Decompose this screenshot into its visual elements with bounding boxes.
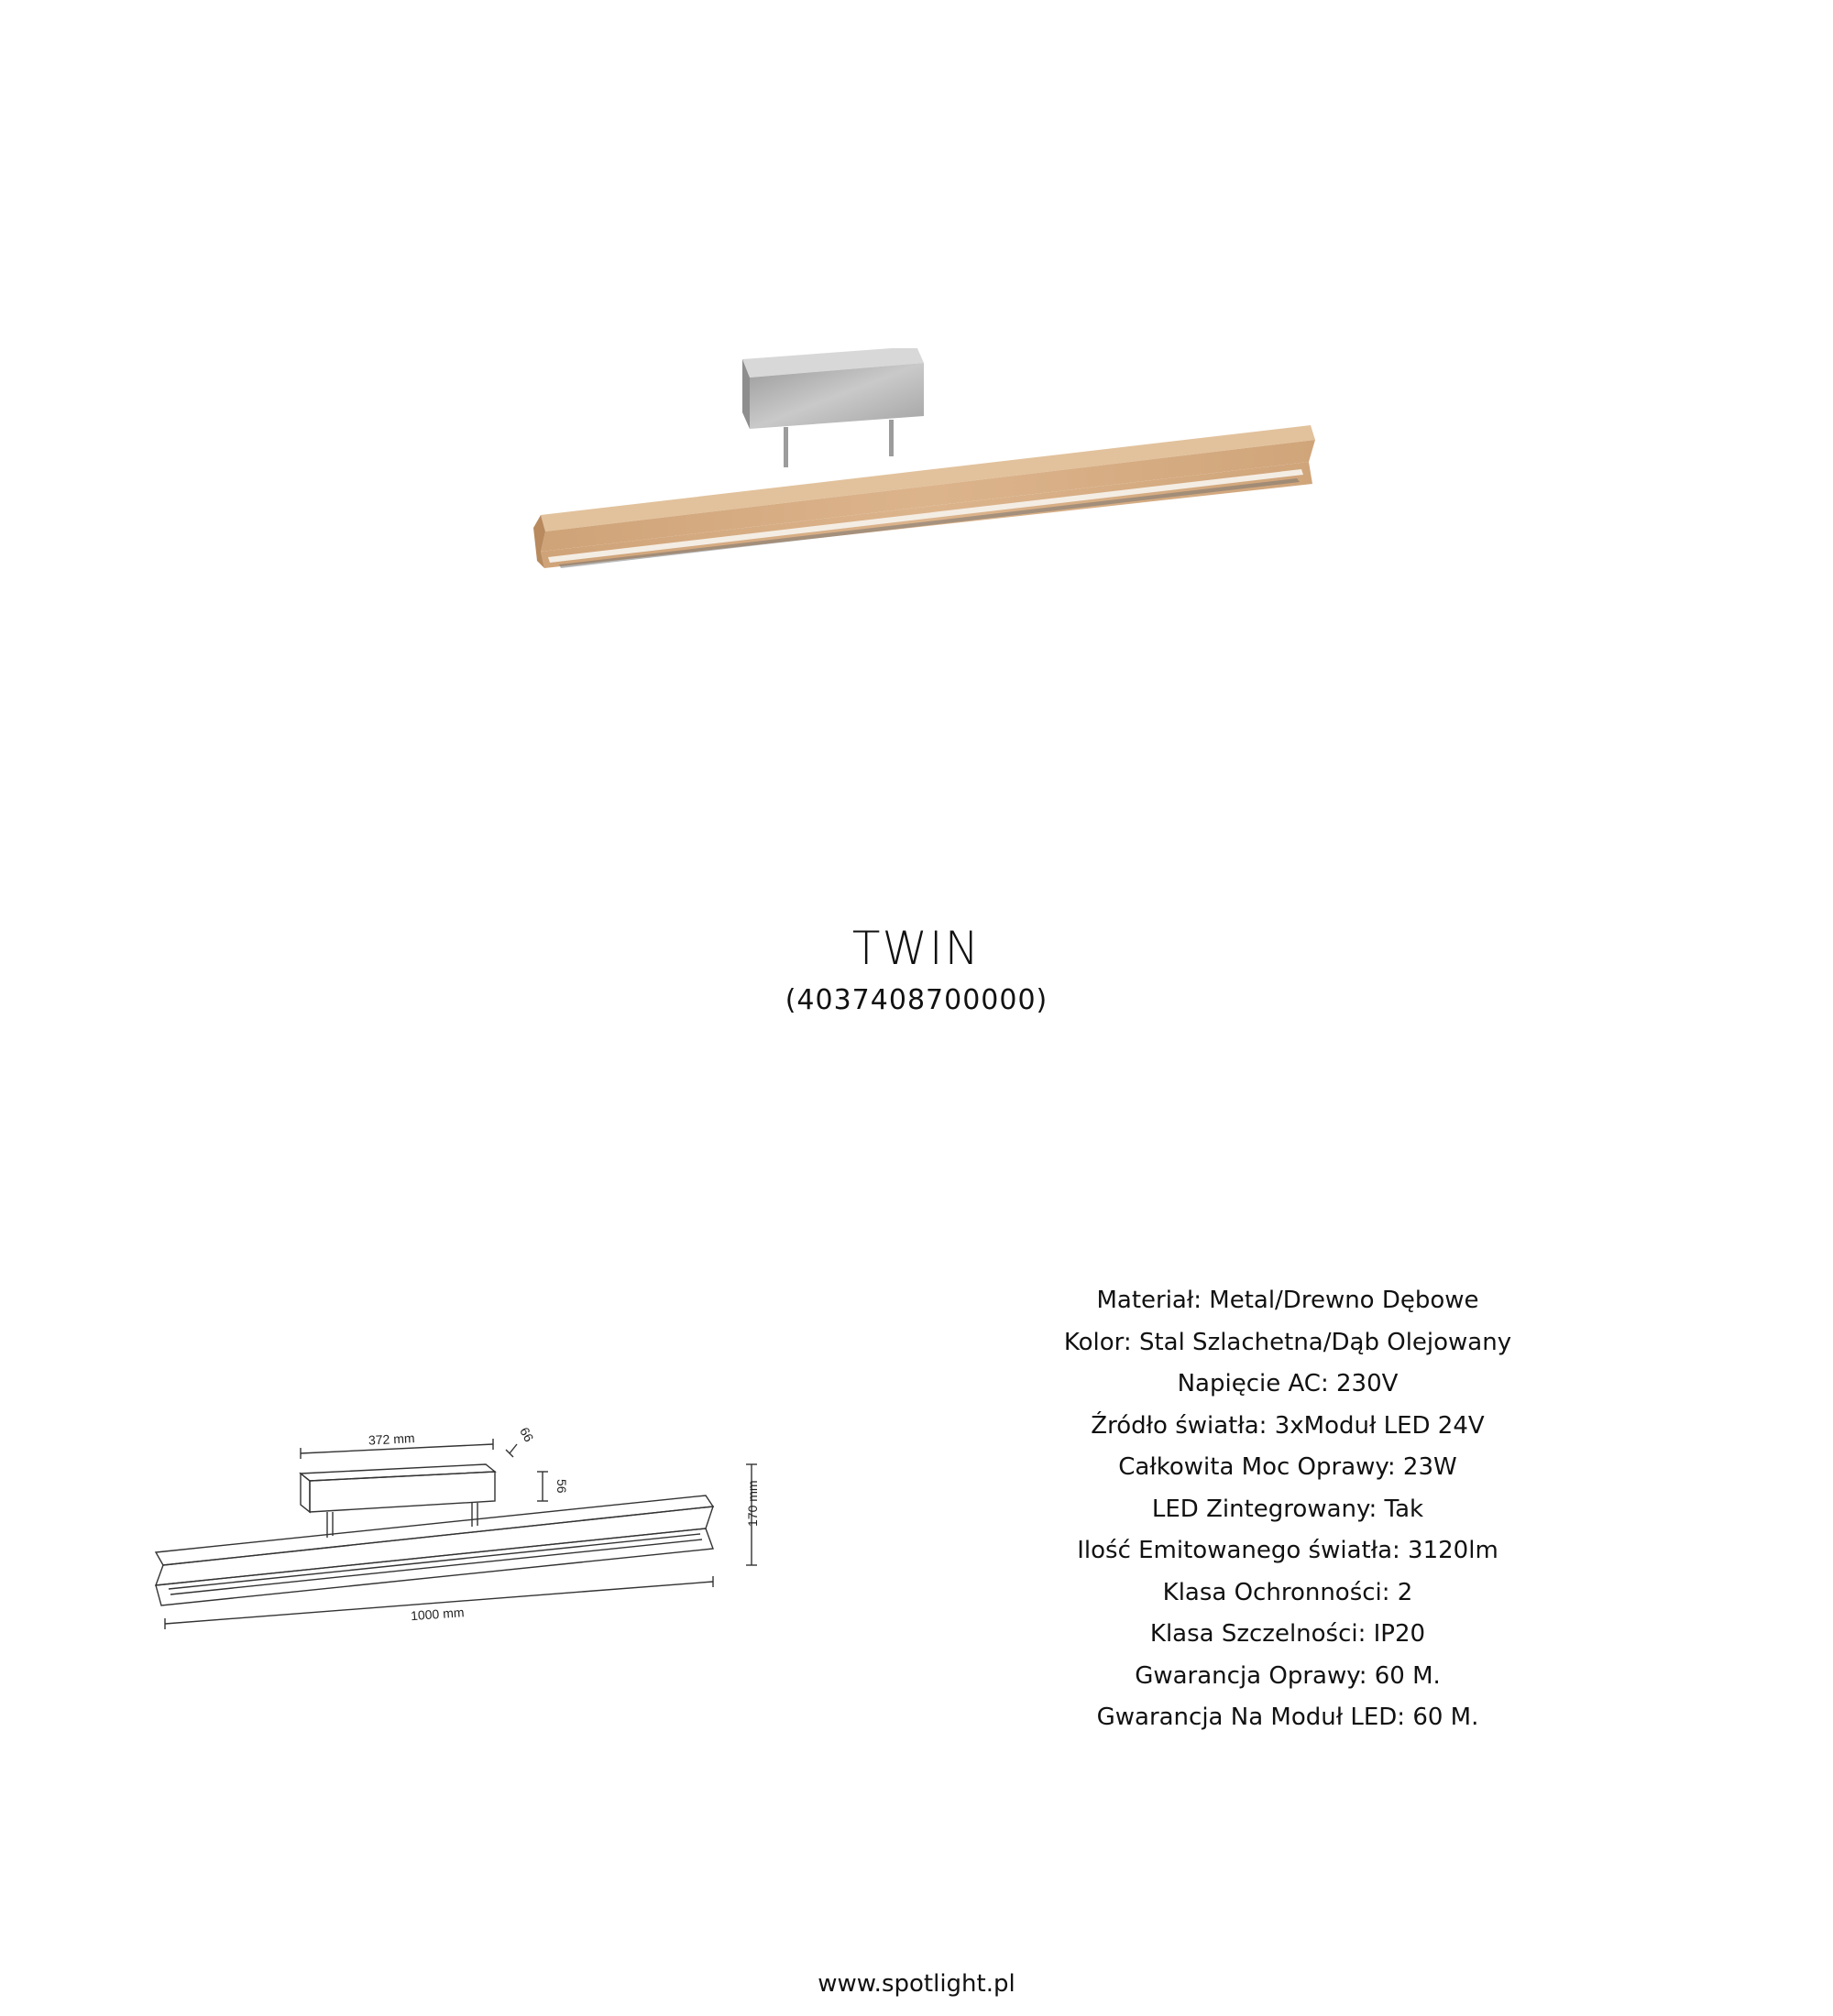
dim-length (165, 1576, 713, 1629)
spec-item: Materiał: Metal/Drewno Dębowe (1096, 1287, 1479, 1314)
dim-width-top-label: 372 mm (368, 1430, 415, 1448)
spec-item: Klasa Ochronności: 2 (1162, 1578, 1413, 1606)
suspension-rod-right (889, 420, 894, 456)
product-code: (4037408700000) (785, 984, 1048, 1016)
drawing-bar (156, 1496, 713, 1605)
dim-depth-top (506, 1444, 517, 1457)
wooden-bar (533, 425, 1315, 568)
dim-height-top-label: 56 (554, 1479, 569, 1494)
suspension-rod-left (784, 427, 788, 467)
dim-depth-top-label: 66 (517, 1424, 537, 1444)
spec-item: Napięcie AC: 230V (1177, 1370, 1399, 1397)
spec-item: Źródło światła: 3xModuł LED 24V (1091, 1411, 1485, 1440)
spec-item: Gwarancja Oprawy: 60 M. (1135, 1661, 1441, 1690)
dimension-drawing (147, 1393, 788, 1649)
canopy-box (742, 348, 924, 429)
dim-total-height-label: 170 mm (745, 1480, 760, 1527)
spec-item: Kolor: Stal Szlachetna/Dąb Olejowany (1063, 1328, 1512, 1356)
dim-height-top (537, 1472, 548, 1501)
dim-length-label: 1000 mm (410, 1605, 465, 1624)
spec-item: Klasa Szczelności: IP20 (1149, 1620, 1426, 1648)
website-link[interactable]: www.spotlight.pl (818, 1970, 1015, 1998)
drawing-canopy (301, 1464, 495, 1512)
spec-item: Gwarancja Na Moduł LED: 60 M. (1096, 1704, 1479, 1731)
spec-item: Ilość Emitowanego światła: 3120lm (1077, 1537, 1498, 1564)
product-name: TWIN (851, 922, 982, 975)
spec-item: LED Zintegrowany: Tak (1151, 1495, 1424, 1523)
pendant-lamp-photo (522, 348, 1320, 568)
spec-item: Całkowita Moc Oprawy: 23W (1118, 1453, 1457, 1481)
spec-list (1008, 1280, 1567, 1739)
